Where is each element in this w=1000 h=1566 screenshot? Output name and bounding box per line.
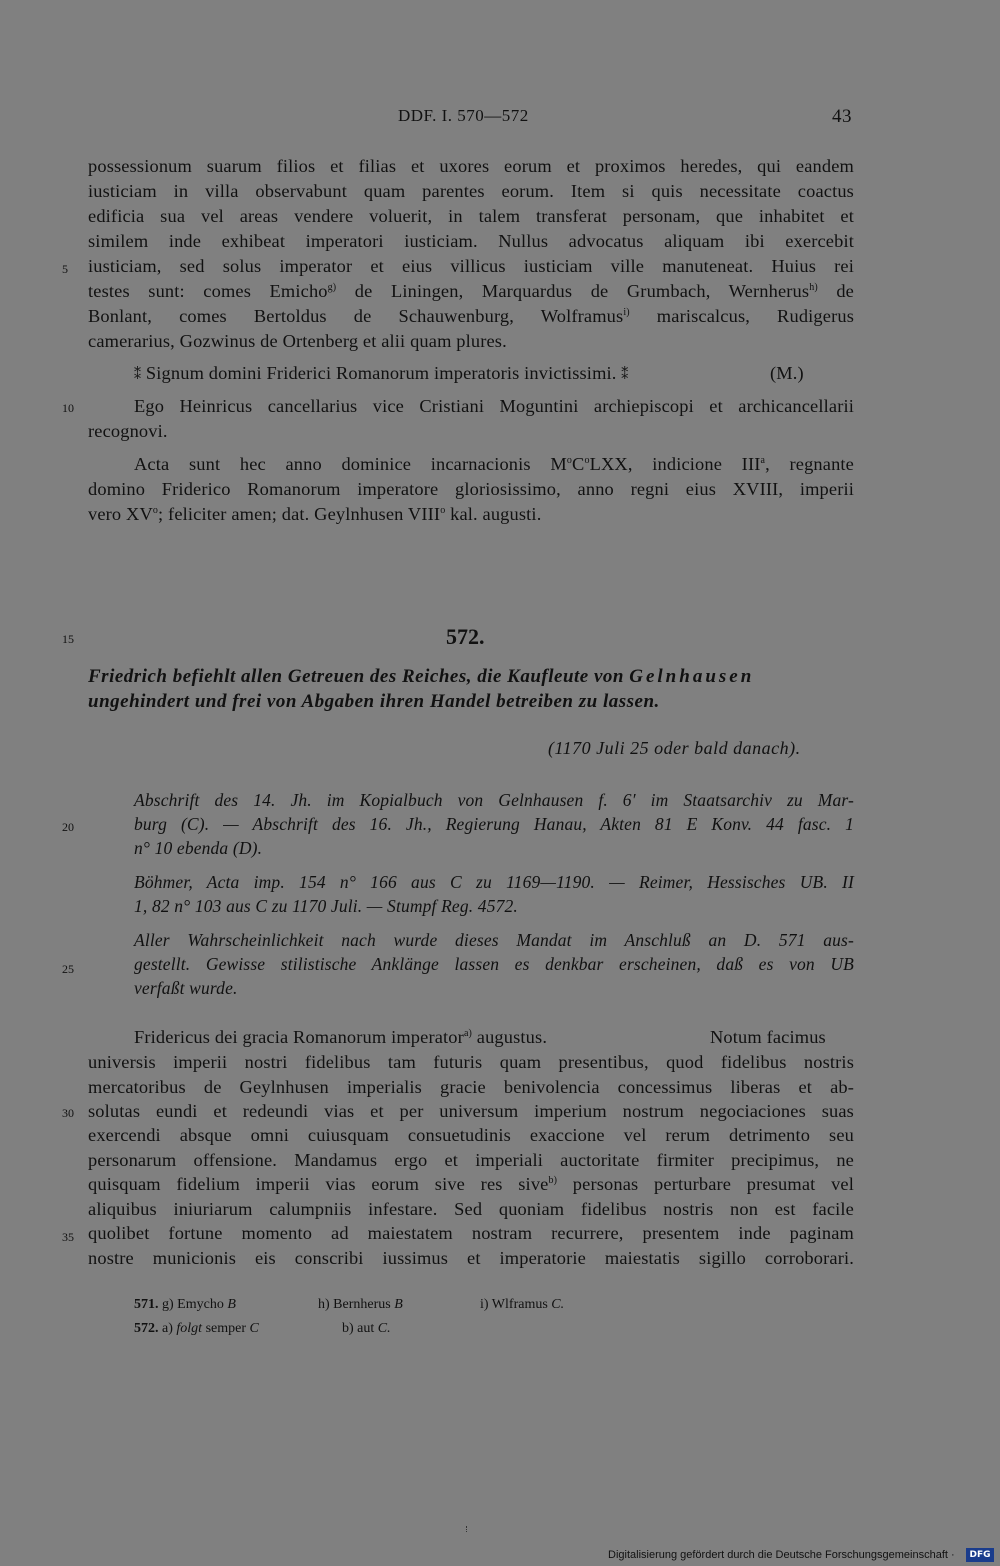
- line-number: 5: [62, 262, 68, 276]
- footnote-line: i) Wlframus C.: [480, 1297, 565, 1312]
- regest-line: Friedrich befiehlt allen Getreuen des Reiches, die Kaufleute von Gelnhausen: [88, 666, 755, 687]
- note-marker: g): [327, 282, 337, 293]
- text-line: quisquam fidelium imperii vias eorum sive res sive$^{b)}$ personas perturbare presumat vel: [88, 1174, 854, 1194]
- tradition-line: burg (C). — Abschrift des 16. Jh., Regierung Hanau, Akten 81 E Konv. 44 fasc. 1: [134, 814, 854, 834]
- document-date: (1170 Juli 25 oder bald danach).: [548, 738, 801, 758]
- text-line: Notum facimus: [710, 1027, 826, 1047]
- text-line: universis imperii nostri fidelibus tam futuris quam presentibus, quod fidelibus nostris: [88, 1052, 854, 1072]
- footnote-line: 572. a) folgt semper C: [134, 1321, 259, 1336]
- text-line: edificia sua vel areas vendere voluerit, in talem transferat personam, que inhabitet et: [88, 206, 854, 226]
- commentary-line: verfaßt wurde.: [134, 978, 238, 998]
- text-line: possessionum suarum filios et filias et uxores eorum et proximos heredes, qui eandem: [88, 156, 854, 176]
- note-marker: a): [463, 1028, 473, 1039]
- commentary-line: gestellt. Gewisse stilistische Anklänge lassen es denkbar erscheinen, daß es von UB: [134, 954, 854, 974]
- line-number: 25: [62, 962, 74, 976]
- page-number: 43: [832, 106, 852, 127]
- note-marker: h): [809, 282, 818, 293]
- dating-line: domino Friderico Romanorum imperatore gloriosissimo, anno regni eius XVIII, imperii: [88, 479, 854, 499]
- text-line: camerarius, Gozwinus de Ortenberg et alii quam plures.: [88, 331, 507, 351]
- text-line: Bonlant, comes Bertoldus de Schauwenburg, Wolframus$^{i)}$ mariscalcus, Rudigerus: [88, 306, 855, 326]
- recognition-line: recognovi.: [88, 421, 168, 441]
- tradition-line: Abschrift des 14. Jh. im Kopialbuch von Gelnhausen f. 6′ im Staatsarchiv zu Mar-: [134, 790, 854, 810]
- footnote-line: b) aut C.: [342, 1321, 391, 1336]
- dating-line: Acta sunt hec anno dominice incarnacionis $M^oC^oLXX$, indicione III$^a$, regnante: [134, 454, 854, 474]
- dating-line: vero $XV^o$; feliciter amen; dat. Geylnhusen VIII$^o$ kal. augusti.: [88, 504, 542, 524]
- note-marker: b): [548, 1175, 558, 1186]
- scan-artifact: [466, 1526, 468, 1532]
- tradition-line: n° 10 ebenda (D).: [134, 838, 263, 858]
- text-line: aliquibus iniuriarum calumpniis infestare. Sed quoniam fidelibus nostris non est facile: [88, 1199, 854, 1219]
- line-number: 20: [62, 820, 74, 834]
- running-title: DDF. I. 570—572: [398, 106, 529, 125]
- recognition-line: Ego Heinricus cancellarius vice Cristiani Moguntini archiepiscopi et archicancellarii: [134, 396, 854, 416]
- cross-ornament-icon: ⁑: [621, 368, 629, 383]
- text-line: iusticiam in villa observabunt quam parentes eorum. Item si quis necessitate coactus: [88, 181, 854, 201]
- text-line: similem inde exhibeat imperatori iusticiam. Nullus advocatus aliquam ibi exercebit: [88, 231, 854, 251]
- regest-line: ungehindert und frei von Abgaben ihren Handel betreiben zu lassen.: [88, 691, 660, 712]
- text-line: mercatoribus de Geylnhusen imperialis gracie benivolencia concessimus liberas et ab-: [88, 1077, 854, 1097]
- note-marker: i): [623, 307, 630, 318]
- literature-line: Böhmer, Acta imp. 154 n° 166 aus C zu 1169—1190. — Reimer, Hessisches UB. II: [134, 872, 854, 892]
- text-line: exercendi absque omni cuiusquam consuetudinis exaccione vel rerum detrimento seu: [88, 1125, 854, 1145]
- line-number: 10: [62, 401, 74, 415]
- document-number: 572.: [446, 624, 485, 649]
- text-line: solutas eundi et redeundi vias et per universum imperium nostrum negociaciones suas: [88, 1101, 854, 1121]
- text-line: quolibet fortune momento ad maiestatem nostram recurrere, presentem inde paginam: [88, 1223, 854, 1243]
- text-line: testes sunt: comes Emicho$^{g)}$ de Liningen, Marquardus de Grumbach, Wernherus$^{h)}$ de: [88, 281, 854, 301]
- line-number: 30: [62, 1106, 74, 1120]
- signum-line: ⁑ Signum domini Friderici Romanorum imperatoris invictissimi. ⁑: [134, 363, 629, 383]
- dfg-logo-icon[interactable]: DFG: [966, 1548, 994, 1562]
- text-line: iusticiam, sed solus imperator et eius villicus iusticiam ville manuteneat. Huius rei: [88, 256, 854, 276]
- monogram-mark: (M.): [770, 363, 804, 383]
- line-number: 15: [62, 632, 74, 646]
- digitization-credit: Digitalisierung gefördert durch die Deutsche Forschungsgemeinschaft ·: [608, 1549, 955, 1561]
- line-number: 35: [62, 1230, 74, 1244]
- footnote-line: h) Bernherus B: [318, 1297, 403, 1312]
- commentary-line: Aller Wahrscheinlichkeit nach wurde dieses Mandat im Anschluß an D. 571 aus-: [134, 930, 854, 950]
- cross-ornament-icon: ⁑: [134, 368, 142, 383]
- text-line: nostre municionis eis conscribi iussimus et imperatorie maiestatis sigillo corroborari.: [88, 1248, 854, 1268]
- text-line: Fridericus dei gracia Romanorum imperator$^{a)}$ augustus.: [134, 1027, 548, 1047]
- footnote-line: 571. g) Emycho B: [134, 1297, 236, 1312]
- literature-line: 1, 82 n° 103 aus C zu 1170 Juli. — Stumpf Reg. 4572.: [134, 896, 518, 916]
- text-line: personarum offensione. Mandamus ergo et imperiali auctoritate firmiter precipimus, ne: [88, 1150, 854, 1170]
